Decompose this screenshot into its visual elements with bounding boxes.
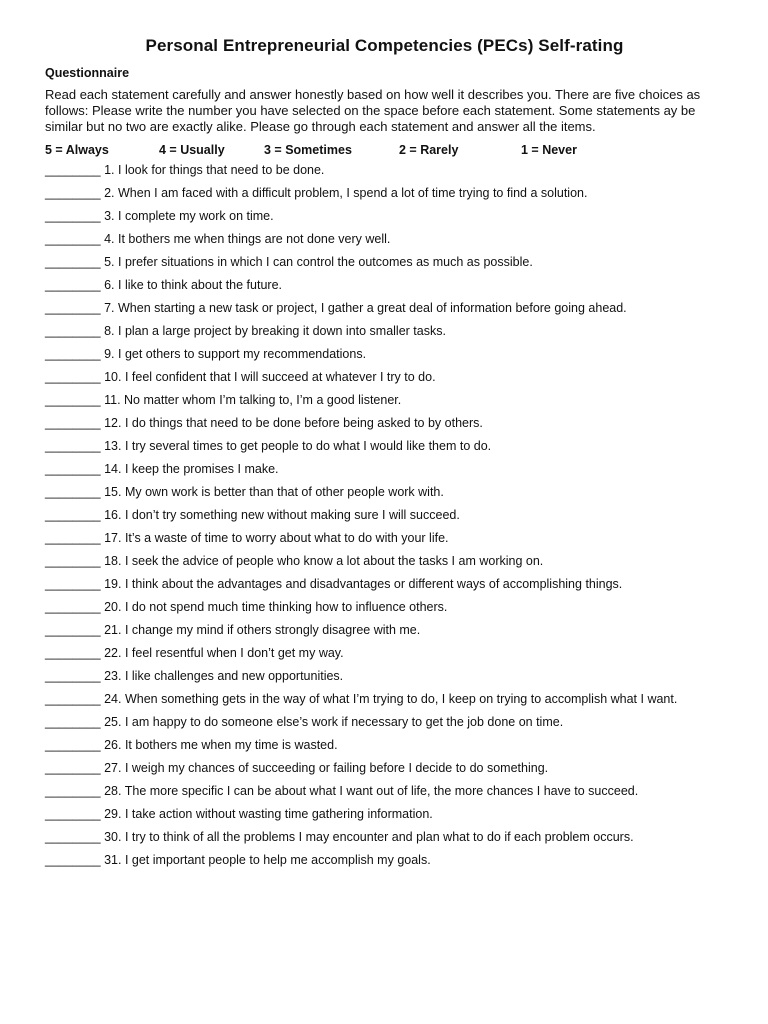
questionnaire-item — [45, 163, 724, 179]
answer-blank[interactable]: ________ — [45, 761, 101, 775]
answer-blank[interactable]: ________ — [45, 715, 101, 729]
questionnaire-items — [45, 163, 724, 869]
statement-text: 19. I think about the advantages and disadvantages or different ways of accomplishing things. — [104, 577, 623, 591]
answer-blank[interactable]: ________ — [45, 163, 101, 177]
scale-option: 3 = Sometimes — [264, 143, 352, 157]
statement-text: 18. I seek the advice of people who know a lot about the tasks I am working on. — [104, 554, 544, 568]
answer-blank[interactable]: ________ — [45, 577, 101, 591]
rating-scale — [45, 143, 724, 159]
statement-text: 10. I feel confident that I will succeed at whatever I try to do. — [104, 370, 436, 384]
questionnaire-item — [45, 439, 724, 455]
answer-blank[interactable]: ________ — [45, 324, 101, 338]
answer-blank[interactable]: ________ — [45, 255, 101, 269]
answer-blank[interactable]: ________ — [45, 669, 101, 683]
scale-option: 1 = Never — [521, 143, 577, 157]
answer-blank[interactable]: ________ — [45, 462, 101, 476]
scale-option: 5 = Always — [45, 143, 109, 157]
statement-text: 17. It’s a waste of time to worry about what to do with your life. — [104, 531, 449, 545]
statement-text: 13. I try several times to get people to do what I would like them to do. — [104, 439, 492, 453]
answer-blank[interactable]: ________ — [45, 600, 101, 614]
questionnaire-item — [45, 554, 724, 570]
questionnaire-item — [45, 462, 724, 478]
section-heading: Questionnaire — [45, 66, 130, 80]
statement-text: 11. No matter whom I’m talking to, I’m a good listener. — [104, 393, 402, 407]
answer-blank[interactable]: ________ — [45, 830, 101, 844]
answer-blank[interactable]: ________ — [45, 232, 101, 246]
answer-blank[interactable]: ________ — [45, 209, 101, 223]
answer-blank[interactable]: ________ — [45, 186, 101, 200]
questionnaire-item — [45, 715, 724, 731]
statement-text: 7. When starting a new task or project, I gather a great deal of information before going ahead. — [104, 301, 627, 315]
statement-text: 28. The more specific I can be about what I want out of life, the more chances I have to succeed. — [104, 784, 639, 798]
questionnaire-item — [45, 301, 724, 317]
questionnaire-item — [45, 393, 724, 409]
instructions-paragraph: Read each statement carefully and answer honestly based on how well it describes you. There are five choices as follows: Please write the number you have selected on the space before each statement. Some statements ay be similar but no two are exactly alike. Please go through each statement and answer all the items. — [45, 87, 701, 134]
answer-blank[interactable]: ________ — [45, 853, 101, 867]
statement-text: 30. I try to think of all the problems I may encounter and plan what to do if each problem occurs. — [104, 830, 634, 844]
statement-text: 16. I don’t try something new without making sure I will succeed. — [104, 508, 460, 522]
statement-text: 23. I like challenges and new opportunities. — [104, 669, 344, 683]
answer-blank[interactable]: ________ — [45, 692, 101, 706]
answer-blank[interactable]: ________ — [45, 508, 101, 522]
questionnaire-item — [45, 738, 724, 754]
questionnaire-item — [45, 761, 724, 777]
scale-option: 4 = Usually — [159, 143, 225, 157]
statement-text: 24. When something gets in the way of what I’m trying to do, I keep on trying to accomplish what I want. — [104, 692, 678, 706]
answer-blank[interactable]: ________ — [45, 485, 101, 499]
answer-blank[interactable]: ________ — [45, 531, 101, 545]
questionnaire-item — [45, 485, 724, 501]
questionnaire-item — [45, 531, 724, 547]
questionnaire-item — [45, 370, 724, 386]
answer-blank[interactable]: ________ — [45, 439, 101, 453]
questionnaire-item — [45, 853, 724, 869]
statement-text: 3. I complete my work on time. — [104, 209, 274, 223]
questionnaire-item — [45, 508, 724, 524]
statement-text: 4. It bothers me when things are not done very well. — [104, 232, 391, 246]
questionnaire-item — [45, 784, 724, 800]
statement-text: 25. I am happy to do someone else’s work if necessary to get the job done on time. — [104, 715, 564, 729]
statement-text: 5. I prefer situations in which I can control the outcomes as much as possible. — [104, 255, 533, 269]
questionnaire-item — [45, 830, 724, 846]
statement-text: 22. I feel resentful when I don’t get my way. — [104, 646, 344, 660]
questionnaire-item — [45, 669, 724, 685]
statement-text: 31. I get important people to help me accomplish my goals. — [104, 853, 431, 867]
questionnaire-item — [45, 623, 724, 639]
statement-text: 12. I do things that need to be done before being asked to by others. — [104, 416, 483, 430]
statement-text: 1. I look for things that need to be done. — [104, 163, 325, 177]
answer-blank[interactable]: ________ — [45, 278, 101, 292]
questionnaire-item — [45, 692, 724, 708]
statement-text: 29. I take action without wasting time gathering information. — [104, 807, 433, 821]
questionnaire-item — [45, 278, 724, 294]
answer-blank[interactable]: ________ — [45, 554, 101, 568]
questionnaire-item — [45, 232, 724, 248]
answer-blank[interactable]: ________ — [45, 807, 101, 821]
statement-text: 6. I like to think about the future. — [104, 278, 282, 292]
questionnaire-item — [45, 646, 724, 662]
statement-text: 20. I do not spend much time thinking how to influence others. — [104, 600, 448, 614]
statement-text: 15. My own work is better than that of other people work with. — [104, 485, 444, 499]
statement-text: 9. I get others to support my recommendations. — [104, 347, 367, 361]
answer-blank[interactable]: ________ — [45, 347, 101, 361]
answer-blank[interactable]: ________ — [45, 738, 101, 752]
questionnaire-item — [45, 209, 724, 225]
statement-text: 21. I change my mind if others strongly disagree with me. — [104, 623, 421, 637]
answer-blank[interactable]: ________ — [45, 370, 101, 384]
questionnaire-item — [45, 324, 724, 340]
questionnaire-item — [45, 577, 724, 593]
answer-blank[interactable]: ________ — [45, 784, 101, 798]
statement-text: 2. When I am faced with a difficult problem, I spend a lot of time trying to find a solution. — [104, 186, 588, 200]
answer-blank[interactable]: ________ — [45, 393, 101, 407]
statement-text: 27. I weigh my chances of succeeding or failing before I decide to do something. — [104, 761, 549, 775]
questionnaire-item — [45, 807, 724, 823]
document-title: Personal Entrepreneurial Competencies (PECs) Self-rating — [145, 36, 624, 55]
statement-text: 8. I plan a large project by breaking it down into smaller tasks. — [104, 324, 446, 338]
scale-option: 2 = Rarely — [399, 143, 459, 157]
questionnaire-item — [45, 347, 724, 363]
answer-blank[interactable]: ________ — [45, 623, 101, 637]
questionnaire-item — [45, 416, 724, 432]
questionnaire-item — [45, 186, 724, 202]
questionnaire-item — [45, 255, 724, 271]
statement-text: 26. It bothers me when my time is wasted. — [104, 738, 338, 752]
answer-blank[interactable]: ________ — [45, 646, 101, 660]
questionnaire-item — [45, 600, 724, 616]
statement-text: 14. I keep the promises I make. — [104, 462, 279, 476]
answer-blank[interactable]: ________ — [45, 301, 101, 315]
answer-blank[interactable]: ________ — [45, 416, 101, 430]
